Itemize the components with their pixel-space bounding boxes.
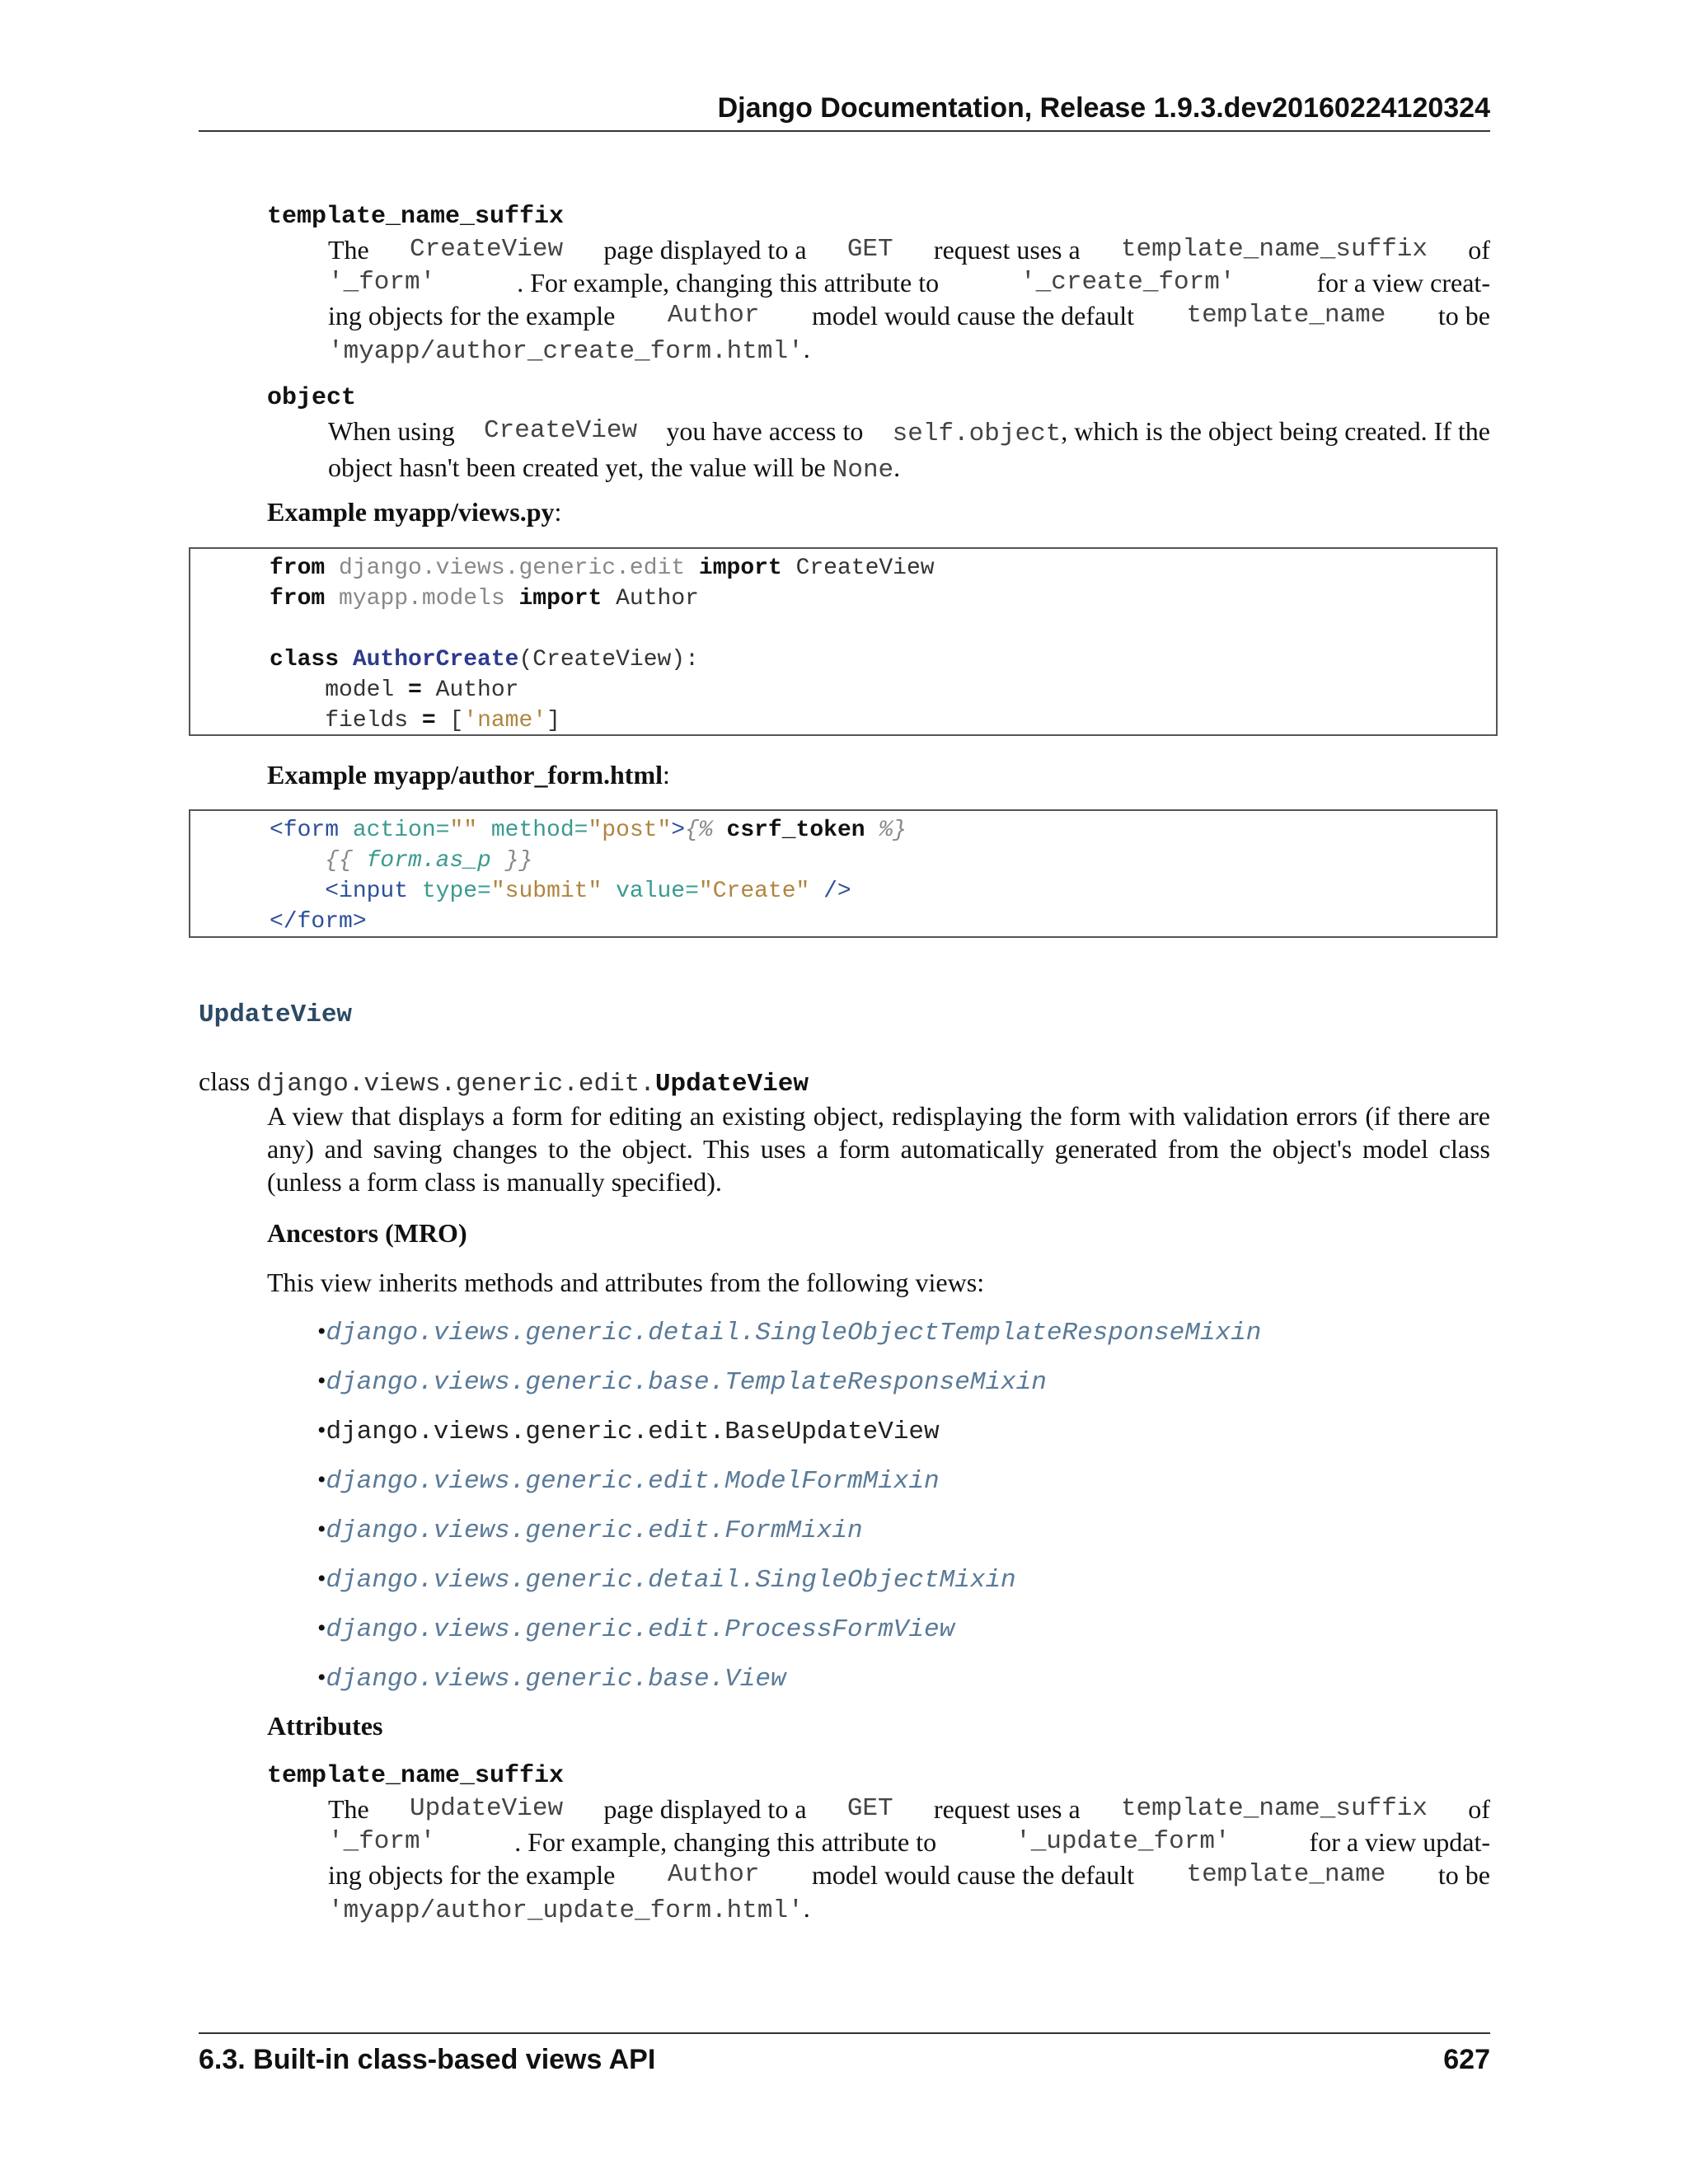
- template-delim: %}: [879, 818, 907, 843]
- code-text: 'myapp/author_update_form.html': [328, 1896, 804, 1925]
- keyword: class: [270, 647, 340, 673]
- tag: </form>: [270, 909, 367, 935]
- mro-item[interactable]: [317, 1316, 1261, 1347]
- text: When using: [328, 416, 455, 446]
- mro-item[interactable]: [317, 1563, 1016, 1595]
- tag: >: [671, 818, 686, 843]
- text: model would cause the default: [812, 1860, 1134, 1890]
- label-text: Example myapp/views.py: [267, 497, 555, 527]
- template-var: form.as_p: [352, 848, 505, 874]
- text: ing objects for the example: [328, 1860, 616, 1890]
- label-text: Example myapp/author_form.html: [267, 760, 663, 790]
- mro-item[interactable]: [317, 1662, 786, 1694]
- footer-section-title: 6.3. Built-in class-based views API: [199, 2044, 656, 2075]
- template-tag: csrf_token: [712, 818, 879, 843]
- module: myapp.models: [339, 586, 505, 612]
- object-description: [328, 415, 1490, 487]
- mro-text: django.views.generic.edit.BaseUpdateView: [326, 1418, 940, 1446]
- code-block-views: [189, 547, 1498, 736]
- bullet: •: [317, 1367, 326, 1394]
- identifier: CreateView: [795, 555, 935, 581]
- desc-line: [328, 451, 1490, 487]
- tag: <input: [270, 879, 409, 904]
- text: of: [1468, 235, 1490, 265]
- text: request uses a: [933, 235, 1081, 265]
- template-delim: {{: [270, 848, 353, 874]
- identifier: Author: [616, 586, 699, 612]
- attr: type=: [408, 879, 491, 904]
- string: 'name': [463, 708, 547, 733]
- attr: method=: [477, 818, 588, 843]
- keyword: import: [518, 586, 603, 612]
- desc-line: [328, 233, 1490, 266]
- text: to be: [1437, 1860, 1490, 1890]
- mro-link[interactable]: django.views.generic.detail.SingleObjectTemplateResponseMixin: [326, 1319, 1262, 1347]
- text: for a view updat-: [1309, 1827, 1490, 1857]
- bullet: •: [317, 1318, 326, 1345]
- attributes-label: Attributes: [267, 1711, 383, 1741]
- text: . For example, changing this attribute to: [517, 268, 940, 298]
- desc-line: [328, 299, 1490, 332]
- code-text: 'myapp/author_create_form.html': [328, 337, 804, 366]
- class-signature: [199, 1066, 809, 1099]
- page-number: 627: [1443, 2044, 1490, 2075]
- inherits-text: This view inherits methods and attributes from the following views:: [267, 1268, 985, 1297]
- module: django.views.generic.edit: [339, 555, 686, 581]
- desc-line: [328, 1825, 1490, 1858]
- mro-link[interactable]: django.views.generic.base.View: [326, 1665, 786, 1694]
- keyword: from: [270, 586, 326, 612]
- desc-line: [328, 1793, 1490, 1825]
- bullet: •: [317, 1615, 326, 1642]
- code-text: template_name_suffix: [1120, 1794, 1428, 1823]
- mro-item: [317, 1415, 940, 1446]
- punct: [: [435, 708, 464, 733]
- code-text: None: [832, 456, 894, 485]
- attribute-name-object: object: [267, 384, 357, 412]
- section-title-updateview[interactable]: UpdateView: [199, 1001, 353, 1029]
- desc-line: [328, 332, 1490, 368]
- attr: action=: [339, 818, 450, 843]
- identifier: Author: [421, 677, 519, 703]
- code-text: self.object: [892, 419, 1062, 448]
- text: for a view creat-: [1316, 268, 1490, 298]
- code-text: '_create_form': [1020, 268, 1236, 297]
- code-text: GET: [846, 235, 893, 264]
- keyword: import: [698, 555, 782, 581]
- keyword: from: [270, 555, 326, 581]
- document-title: Django Documentation, Release 1.9.3.dev20160224120324: [717, 92, 1490, 124]
- class-name: UpdateView: [654, 1070, 809, 1099]
- bullet: •: [317, 1516, 326, 1543]
- code-text: Author: [667, 1860, 760, 1889]
- mro-item[interactable]: [317, 1514, 863, 1545]
- text: page displayed to a: [603, 1794, 807, 1824]
- text: . For example, changing this attribute to: [514, 1827, 937, 1857]
- code-block-form: [189, 809, 1498, 938]
- text: The: [328, 1794, 369, 1824]
- class-name: AuthorCreate: [352, 647, 519, 673]
- string: "post": [588, 818, 672, 843]
- ancestors-label: Ancestors (MRO): [267, 1218, 467, 1248]
- text: model would cause the default: [812, 301, 1134, 330]
- attribute-name-template-name-suffix: template_name_suffix: [267, 1762, 565, 1790]
- text: ing objects for the example: [328, 301, 616, 330]
- template-delim: }}: [504, 848, 533, 874]
- mro-item[interactable]: [317, 1366, 1047, 1397]
- code-views: [270, 553, 935, 736]
- running-header: [199, 92, 1490, 132]
- code-text: UpdateView: [410, 1794, 564, 1823]
- update-suffix-description: [328, 1793, 1490, 1928]
- text: The: [328, 235, 369, 265]
- desc-line: [328, 1858, 1490, 1891]
- operator: =: [421, 708, 436, 733]
- mro-link[interactable]: django.views.generic.edit.FormMixin: [326, 1516, 863, 1545]
- identifier: model: [270, 677, 409, 703]
- class-path: django.views.generic.edit.: [256, 1070, 655, 1099]
- punct: ]: [546, 708, 560, 733]
- text: object hasn't been created yet, the value will be: [328, 452, 826, 482]
- text: request uses a: [933, 1794, 1081, 1824]
- tag: />: [809, 879, 851, 904]
- bullet: •: [317, 1466, 326, 1493]
- string: "": [449, 818, 478, 843]
- updateview-description: A view that displays a form for editing an existing object, redisplaying the form with validation errors (if there are any) and saving changes to the object. This uses a form automatically generated from the object's model class (unless a form class is manually specified).: [267, 1101, 1490, 1197]
- code-text: GET: [846, 1794, 893, 1823]
- identifier: (CreateView):: [518, 647, 699, 673]
- attr: value=: [602, 879, 699, 904]
- bullet: •: [317, 1664, 326, 1691]
- code-text: '_update_form': [1015, 1827, 1231, 1856]
- code-text: '_form': [328, 268, 436, 297]
- colon: :: [554, 497, 562, 527]
- identifier: fields: [270, 708, 422, 733]
- code-text: '_form': [328, 1827, 436, 1856]
- code-text: Author: [667, 301, 760, 330]
- attribute-name-template-name-suffix: template_name_suffix: [267, 203, 565, 231]
- text: of: [1468, 1794, 1490, 1824]
- text: to be: [1437, 301, 1490, 330]
- text: .: [893, 452, 901, 482]
- bullet: •: [317, 1417, 326, 1444]
- mro-link[interactable]: django.views.generic.base.TemplateResponseMixin: [326, 1368, 1047, 1397]
- example-form-label: [267, 760, 670, 790]
- code-text: CreateView: [484, 416, 638, 445]
- tag: <form: [270, 818, 340, 843]
- text: .: [803, 334, 810, 363]
- mro-link[interactable]: django.views.generic.edit.ProcessFormView: [326, 1615, 955, 1644]
- mro-link[interactable]: django.views.generic.detail.SingleObjectMixin: [326, 1566, 1016, 1595]
- class-keyword: class: [199, 1066, 251, 1096]
- desc-line: [328, 1891, 1490, 1928]
- example-views-label: [267, 497, 561, 527]
- code-form: [270, 815, 907, 937]
- code-text: template_name: [1186, 1860, 1386, 1889]
- string: "Create": [698, 879, 810, 904]
- running-footer: [199, 2032, 1490, 2075]
- desc-line: [328, 415, 1490, 451]
- code-text: template_name_suffix: [1120, 235, 1428, 264]
- code-text: CreateView: [410, 235, 564, 264]
- operator: =: [408, 677, 422, 703]
- template-delim: {%: [685, 818, 713, 843]
- mro-item[interactable]: [317, 1613, 954, 1644]
- mro-item[interactable]: [317, 1465, 940, 1496]
- code-text: template_name: [1186, 301, 1386, 330]
- text: , which is the object being created. If the: [1061, 416, 1490, 446]
- mro-link[interactable]: django.views.generic.edit.ModelFormMixin: [326, 1467, 940, 1496]
- text: you have access to: [666, 416, 864, 446]
- string: "submit": [490, 879, 603, 904]
- template-name-suffix-description: [328, 233, 1490, 368]
- desc-line: [328, 266, 1490, 299]
- colon: :: [663, 760, 670, 790]
- text: page displayed to a: [603, 235, 807, 265]
- text: .: [803, 1893, 810, 1923]
- bullet: •: [317, 1565, 326, 1592]
